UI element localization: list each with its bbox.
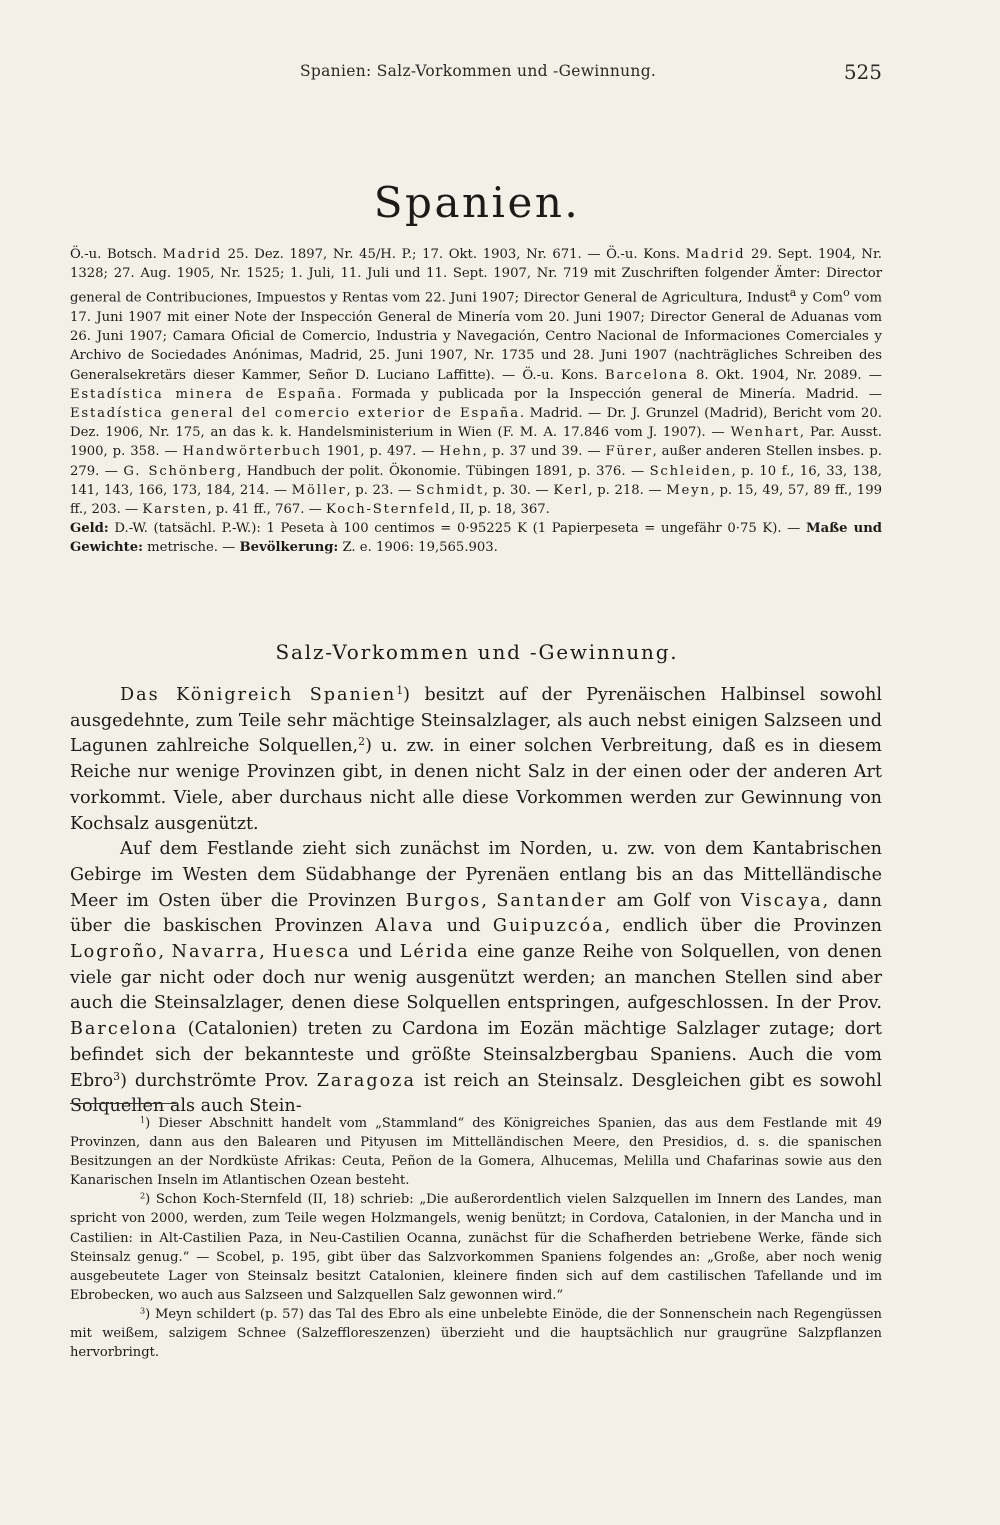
sources-author: Möller bbox=[291, 482, 347, 498]
sources-text: , p. 10 f., 16, 33, 138, 141, 143, 166, 173, 184, 214. — bbox=[70, 463, 882, 498]
body-text-run: eine ganze Reihe von Solquellen, von denen viele gar nicht oder doch nur wenig ausgenützt werden; an manchen Stellen sind aber auch die Steinsalzlager, denen diese Solquellen entspringen, aufgeschlossen. In der Prov. bbox=[70, 942, 882, 1014]
footnote-ref: 2 bbox=[358, 735, 366, 749]
sources-text: y Com bbox=[796, 290, 844, 306]
province-name: Santander bbox=[496, 890, 608, 911]
footnote bbox=[70, 1190, 882, 1305]
running-head: Spanien: Salz-Vorkommen und -Gewinnung. bbox=[300, 62, 657, 80]
province-name: Barcelona bbox=[70, 1019, 179, 1040]
money-label: Geld: bbox=[70, 521, 109, 537]
population-text: Z. e. 1906: 19,565.903. bbox=[338, 540, 498, 556]
sources-author: Karsten bbox=[142, 502, 208, 518]
province-name: Zaragoza bbox=[316, 1070, 416, 1091]
measures-text: metrische. — bbox=[142, 540, 240, 556]
sources-work-title: Estadística general del comercio exterior de España bbox=[70, 406, 520, 422]
sources-text: . Formada y publicada por la Inspección general de Minería. Madrid. — bbox=[337, 386, 882, 402]
sources-place: Barcelona bbox=[605, 367, 689, 383]
sources-text: 29. Sept. 1904, Nr. 1328; 27. Aug. 1905, Nr. 1525; 1. Juli, 11. Juli und 11. Sept. 1907, Nr. 719 mit Zuschriften folgender Ämter: Director general de Contribuciones, Impuestos y Rentas vom 22. Juni 1907; Director General de Agricultura, Indust bbox=[70, 247, 882, 306]
province-name: Huesca bbox=[272, 942, 351, 963]
page-number: 525 bbox=[843, 60, 882, 84]
sources-text: , p. 41 ff., 767. — bbox=[207, 502, 326, 518]
province-name: Navarra bbox=[171, 942, 260, 963]
sources-text: , II, p. 18, 367. bbox=[451, 502, 550, 518]
facts-paragraph bbox=[70, 519, 882, 557]
population-label: Bevölkerung: bbox=[239, 540, 339, 556]
sources-block bbox=[70, 245, 882, 558]
footnote-text: ) Meyn schildert (p. 57) das Tal des Ebro als eine unbelebte Einöde, die der Sonnenschein nach Regengüssen mit weißem, salzigem Schnee (Salzeffloreszenzen) überzieht und die hauptsächlich nur graugrüne Salzpflanzen hervorbringt. bbox=[70, 1306, 882, 1361]
body-text-run: , dann über die baskischen Provinzen bbox=[70, 890, 882, 937]
sources-text: , p. 218. — bbox=[588, 482, 667, 498]
body-text-run: ist reich an Steinsalz. Desgleichen gibt es sowohl Solquellen als auch Stein- bbox=[70, 1070, 882, 1117]
province-name: Burgos bbox=[405, 890, 482, 911]
measures-label: Maße und Gewichte: bbox=[70, 521, 882, 556]
footnote-number: 2 bbox=[140, 1190, 146, 1201]
footnote-text: ) Schon Koch-Sternfeld (II, 18) schrieb: „Die außerordentlich vielen Salzquellen im Innern des Landes, man spricht von 2000, werden, zum Teile wegen Holzmangels, wenig benützt; in Cordova, Catalonien, in der Mancha und in Castilien: in Alt-Castilien Paza, in Neu-Castilien Ocanna, zunächst für die Schafherden betriebene Werke, fände sich Steinsalz genug.“ — Scobel, p. 195, gibt über das Salzvorkommen Spaniens folgendes an: „Große, aber noch wenig ausgebeutete Lager von Steinsalz besitzt Catalonien, kleinere finden sich auf dem castilischen Tafellande und im Ebrobecken, wo auch aus Salzseen und Salzquellen Salz gewonnen wird.“ bbox=[70, 1192, 882, 1303]
sources-text: , p. 23. — bbox=[346, 482, 416, 498]
sources-text: , außer anderen Stellen insbes. p. 279. — bbox=[70, 444, 882, 479]
money-text: D.-W. (tatsächl. P.-W.): 1 Peseta à 100 centimos = 0·95225 K (1 Papierpeseta = ungefähr 0·75 K). — bbox=[108, 521, 807, 537]
body-text-run: Auf dem Festlande zieht sich zunächst im Norden, u. zw. von dem Kantabrischen Gebirge im Westen dem Südabhange der Pyrenäen entlang bis an das Mittelländische Meer im Osten über die Provinzen bbox=[70, 839, 882, 911]
body-text-run: am Golf von bbox=[607, 890, 741, 911]
sources-author: Fürer bbox=[605, 444, 653, 460]
footnote bbox=[70, 1114, 882, 1190]
province-name: Viscaya bbox=[740, 890, 823, 911]
sources-text: 25. Dez. 1897, Nr. 45/H. P.; 17. Okt. 1903, Nr. 671. — Ö.-u. Kons. bbox=[222, 247, 686, 262]
sources-author: Schleiden bbox=[649, 463, 732, 479]
sources-author: G. Schönberg bbox=[123, 463, 238, 479]
sources-text: , Par. Ausst. 1900, p. 358. — bbox=[70, 425, 882, 460]
province-name: Guipuzcóa bbox=[492, 916, 605, 937]
sources-work-title: Handwörterbuch bbox=[182, 444, 322, 460]
body-text bbox=[70, 683, 882, 1120]
body-text-run: ) besitzt auf der Pyrenäischen Halbinsel sowohl ausgedehnte, zum Teile sehr mächtige Steinsalzlager, als auch nebst einigen Salzseen und Lagunen zahlreiche Solquellen, bbox=[70, 685, 882, 757]
footnote-text: ) Dieser Abschnitt handelt vom „Stammland“ des Königreiches Spanien, das aus dem Festlande mit 49 Provinzen, dann aus den Balearen und Pityusen im Mittelländischen Meere, den Presidios, d. s. die spanischen Besitzungen an der Nordküste Afrikas: Ceuta, Peñon de la Gomera, Alhucemas, Melilla und Chafarinas sowie aus den Kanarischen Inseln im Atlantischen Ozean besteht. bbox=[70, 1116, 882, 1189]
body-text-run: , endlich über die Provinzen bbox=[604, 916, 882, 937]
footnote-ref: 3 bbox=[113, 1069, 121, 1083]
sources-place: Madrid bbox=[162, 247, 223, 262]
footnote-ref: 1 bbox=[396, 684, 404, 697]
sources-author: Wenhart bbox=[730, 425, 800, 441]
sources-text: 1901, p. 497. — bbox=[321, 444, 440, 460]
body-text-run: Das Königreich Spanien bbox=[120, 685, 397, 705]
footnote-number: 1 bbox=[140, 1114, 146, 1125]
sources-text: vom 17. Juni 1907 mit einer Note der Inspección General de Minería vom 20. Juni 1907; Director General de Aduanas vom 26. Juni 1907; Camara Oficial de Comercio, Industria y Navegación, Centro Nacional de Informaciones Comerciales y Archivo de Sociedades Anónimas, Madrid, 25. Juni 1907, Nr. 1735 und 28. Juni 1907 (nachträgliches Schreiben des Generalsekretärs dieser Kammer, Señor D. Luciano Laffitte). — Ö.-u. Kons. bbox=[70, 290, 883, 383]
body-text-run: , bbox=[481, 890, 497, 911]
sources-paragraph bbox=[70, 245, 882, 519]
sources-author: Meyn bbox=[666, 482, 711, 498]
sources-author: Hehn bbox=[439, 444, 483, 460]
sources-work-title: Estadística minera de España bbox=[70, 386, 338, 402]
body-text-run: , bbox=[259, 942, 273, 963]
body-paragraph bbox=[70, 683, 882, 837]
footnote-number: 3 bbox=[140, 1305, 146, 1316]
body-text-run: ) u. zw. in einer solchen Verbreitung, daß es in diesem Reiche nur wenige Provinzen gibt, in denen nicht Salz in der einen oder der anderen Art vorkommt. Viele, aber durchaus nicht alle diese Vorkommen werden zur Gewinnung von Kochsalz ausgenützt. bbox=[70, 736, 882, 834]
province-name: Alava bbox=[375, 916, 435, 937]
sources-text: , p. 30. — bbox=[483, 482, 554, 498]
footnote-divider bbox=[70, 1103, 176, 1104]
province-name: Lérida bbox=[399, 942, 470, 963]
sources-text: , p. 37 und 39. — bbox=[482, 444, 606, 460]
body-paragraph bbox=[70, 837, 882, 1120]
body-text-run: ) durchströmte Prov. bbox=[120, 1070, 317, 1091]
sources-author: Kerl bbox=[553, 482, 589, 498]
sources-text: , p. 15, 49, 57, 89 ff., 199 ff., 203. — bbox=[70, 482, 882, 518]
sources-superscript: a bbox=[789, 286, 797, 300]
province-name: Logroño bbox=[70, 942, 159, 963]
section-heading: Salz-Vorkommen und -Gewinnung. bbox=[275, 640, 679, 664]
sources-text: Ö.-u. Botsch. bbox=[70, 247, 163, 262]
sources-author: Schmidt bbox=[415, 482, 484, 498]
body-text-run: , bbox=[158, 942, 172, 963]
footnotes bbox=[70, 1114, 882, 1362]
sources-text: . Madrid. — Dr. J. Grunzel (Madrid), Bericht vom 20. Dez. 1906, Nr. 175, an das k. k. Handelsministerium in Wien (F. M. A. 17.846 vom J. 1907). — bbox=[70, 406, 882, 441]
body-text-run: und bbox=[350, 942, 400, 963]
body-text-run: und bbox=[434, 916, 493, 937]
footnote bbox=[70, 1305, 882, 1362]
sources-place: Madrid bbox=[685, 247, 746, 262]
page-title: Spanien. bbox=[373, 178, 581, 227]
body-text-run: (Catalonien) treten zu Cardona im Eozän mächtige Salzlager zutage; dort befindet sich der bekannteste und größte Steinsalzbergbau Spaniens. Auch die vom Ebro bbox=[70, 1019, 882, 1091]
sources-text: 8. Okt. 1904, Nr. 2089. — bbox=[688, 367, 882, 383]
sources-author: Koch-Sternfeld bbox=[326, 502, 452, 518]
sources-superscript: o bbox=[843, 286, 850, 300]
sources-text: , Handbuch der polit. Ökonomie. Tübingen 1891, p. 376. — bbox=[237, 463, 650, 479]
